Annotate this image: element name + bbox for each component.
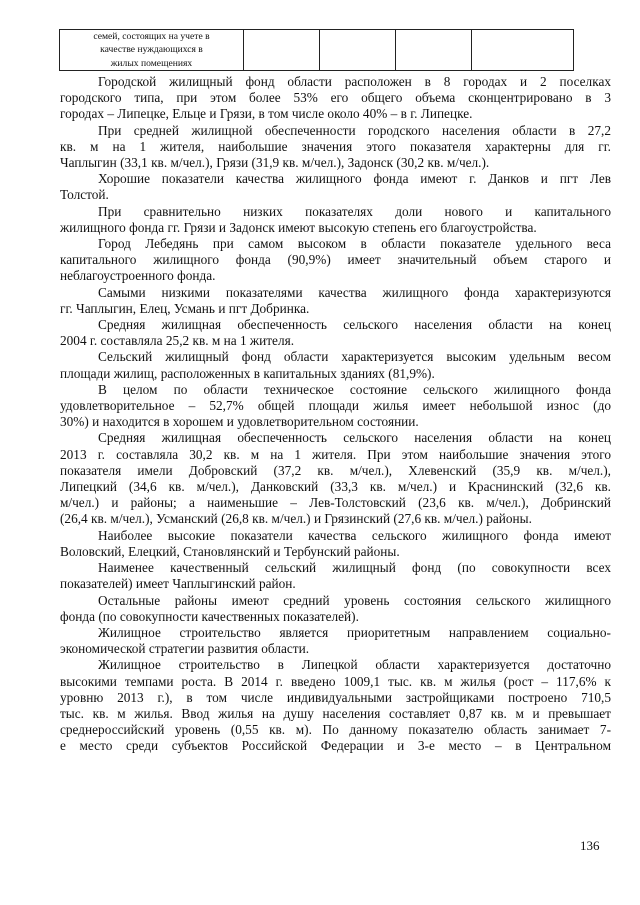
text-line: Остальные районы имеют средний уровень состояния сельского жилищного — [98, 592, 611, 608]
cell-text-line: жилых помещениях — [110, 57, 193, 69]
text-line: неблагоустроенного фонда. — [60, 268, 216, 284]
text-line: Сельский жилищный фонд области характеризуется высоким удельным весом — [98, 349, 611, 365]
text-line: экономической стратегии развития области. — [60, 641, 310, 657]
paragraph — [60, 317, 611, 349]
paragraph — [60, 560, 611, 592]
text-line: Воловский, Елецкий, Становлянский и Тербунский районы. — [60, 543, 400, 559]
text-line: Жилищное строительство в Липецкой области характеризуется достаточно — [98, 657, 611, 673]
table-cell-empty — [320, 30, 396, 71]
paragraph — [60, 123, 611, 172]
paragraph — [60, 74, 611, 123]
paragraph — [60, 285, 611, 317]
paragraph — [60, 625, 611, 657]
text-line: удовлетворительное – 52,7% общей площади жилья имеет небольшой износ (до — [60, 398, 611, 414]
cell-text-line: семей, состоящих на учете в — [93, 31, 210, 42]
paragraph — [60, 657, 611, 754]
text-line: гг. Чаплыгин, Елец, Усмань и пгт Добринка. — [60, 300, 310, 316]
cell-text-line: качестве нуждающихся в — [100, 44, 203, 56]
text-line: Жилищное строительство является приоритетным направлением социально- — [98, 624, 611, 640]
text-line: среднероссийский уровень (0,55 кв. м). По данному показателю область занимает 7- — [60, 722, 611, 738]
text-line: фонда (по совокупности качественных показателей). — [60, 608, 359, 624]
paragraph — [60, 593, 611, 625]
table-fragment — [59, 29, 574, 71]
paragraph — [60, 430, 611, 527]
text-line: тыс. кв. м жилья. Ввод жилья на душу населения составляет 0,87 кв. м и превышает — [60, 705, 611, 721]
paragraph — [60, 171, 611, 203]
text-line: городах – Липецке, Ельце и Грязи, в том числе около 40% – в г. Липецке. — [60, 106, 473, 122]
text-line: показателя имели Добровский (37,2 кв. м/чел.), Хлевенский (35,9 кв. м/чел.), — [60, 462, 611, 478]
text-line: При средней жилищной обеспеченности городского населения области в 27,2 — [98, 122, 611, 138]
text-line: Городской жилищный фонд области расположен в 8 городах и 2 поселках — [98, 74, 611, 89]
table-row — [60, 30, 574, 71]
text-line: кв. м на 1 жителя, наибольшие значения этого показателя характерны для гг. — [60, 138, 611, 154]
text-line: 2013 г. составляла 30,2 кв. м на 1 жителя. При этом наибольшие значения этого — [60, 446, 611, 462]
text-line: м/чел.) и районы; а наименьшие – Лев-Толстовский (23,6 кв. м/чел.), Добринский — [60, 495, 611, 511]
text-line: Наиболее высокие показатели качества сельского жилищного фонда имеют — [98, 527, 611, 543]
text-line: Город Лебедянь при самом высоком в области показателе удельного веса — [98, 236, 611, 252]
text-line: Самыми низкими показателями качества жилищного фонда характеризуются — [98, 284, 611, 300]
text-line: Толстой. — [60, 187, 109, 203]
table-cell-empty — [472, 30, 574, 71]
text-line: Средняя жилищная обеспеченность сельского населения области на конец — [98, 430, 611, 446]
text-line: 2004 г. составляла 25,2 кв. м на 1 жителя. — [60, 333, 295, 349]
paragraph — [60, 528, 611, 560]
text-line: площади жилищ, расположенных в капитальных зданиях (81,9%). — [60, 365, 435, 381]
text-line: Чаплыгин (33,1 кв. м/чел.), Грязи (31,9 кв. м/чел.), Задонск (30,2 кв. м/чел.). — [60, 155, 490, 171]
table-cell-empty — [396, 30, 472, 71]
table-cell-empty — [244, 30, 320, 71]
text-line: В целом по области техническое состояние сельского жилищного фонда — [98, 381, 611, 397]
text-line: Липецкий (34,6 кв. м/чел.), Данковский (33,3 кв. м/чел.) и Краснинский (32,6 кв. — [60, 479, 611, 495]
paragraph — [60, 382, 611, 431]
text-line: городского типа, при этом более 53% его общего объема сконцентрировано в 3 — [60, 90, 611, 106]
text-line: При сравнительно низких показателях доли нового и капитального — [98, 203, 611, 219]
text-line: показателей) имеет Чаплыгинский район. — [60, 576, 296, 592]
text-line: жилищного фонда гг. Грязи и Задонск имеют высокую степень его благоустройства. — [60, 219, 537, 235]
paragraph — [60, 236, 611, 285]
paragraph — [60, 349, 611, 381]
text-line: капитального жилищного фонда (90,9%) имеет значительный объем старого и — [60, 252, 611, 268]
text-line: Средняя жилищная обеспеченность сельского населения области на конец — [98, 317, 611, 333]
text-line: (26,4 кв. м/чел.), Усманский (26,8 кв. м/чел.) и Грязинский (27,6 кв. м/чел.) районы. — [60, 511, 532, 527]
body-text — [60, 74, 611, 755]
table-cell-label — [60, 30, 244, 71]
text-line: высокими темпами роста. В 2014 г. введено 1009,1 тыс. кв. м жилья (рост – 117,6% к — [60, 673, 611, 689]
text-line: уровню 2013 г.), в том числе индивидуальными застройщиками построено 710,5 — [60, 689, 611, 705]
text-line: 30%) и находится в хорошем и удовлетворительном состоянии. — [60, 414, 419, 430]
text-line: Наименее качественный сельский жилищный фонд (по совокупности всех — [98, 560, 611, 576]
text-line: Хорошие показатели качества жилищного фонда имеют г. Данков и пгт Лев — [98, 171, 611, 187]
text-line: е место среди субъектов Российской Федерации и 3-е место – в Центральном — [60, 738, 611, 754]
paragraph — [60, 204, 611, 236]
page-number: 136 — [580, 838, 600, 853]
